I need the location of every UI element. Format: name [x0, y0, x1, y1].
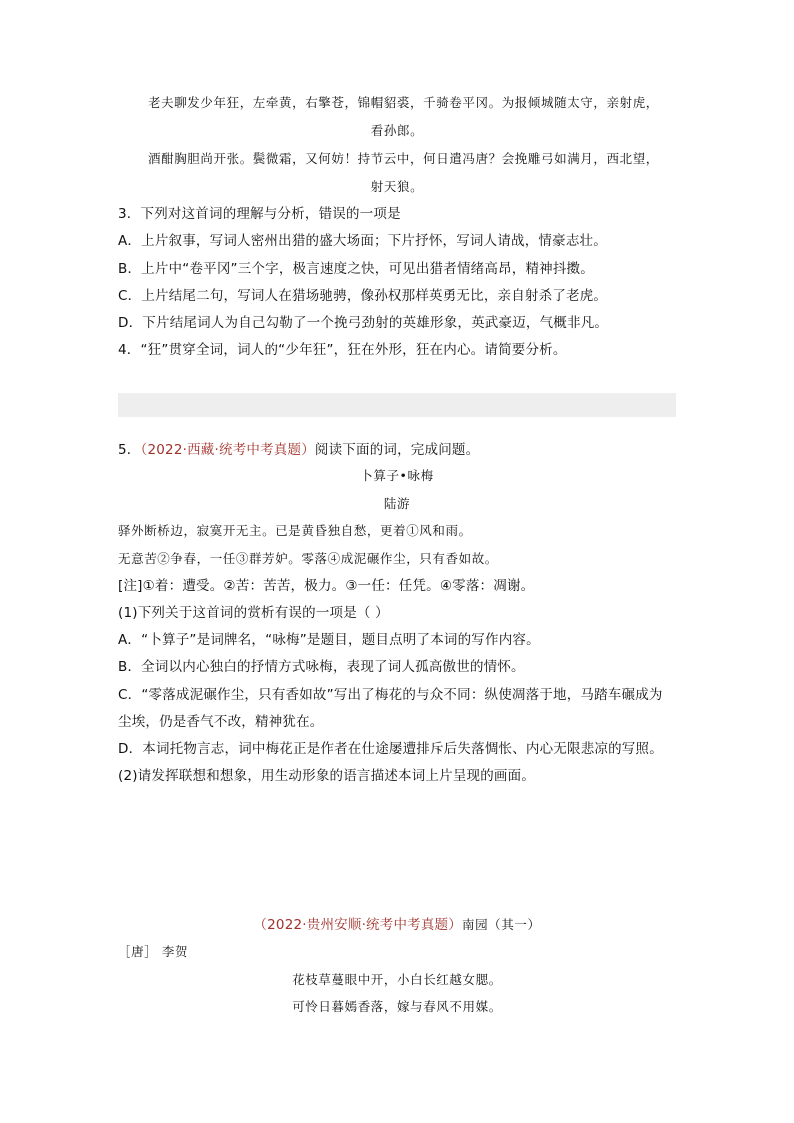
- q5-sub1: (1)下列关于这首词的赏析有误的一项是（ ）: [118, 605, 389, 621]
- q3-stem: 3．下列对这首词的理解与分析，错误的一项是: [118, 206, 401, 222]
- q5-source: （2022·西藏·统考中考真题）: [140, 442, 315, 458]
- q5-option-c-line1: C．“零落成泥碾作尘，只有香如故”写出了梅花的与众不同：纵使凋落于地，马踏车碾成为: [118, 687, 663, 703]
- q5-sub2: (2)请发挥联想和想象，用生动形象的语言描述本词上片呈现的画面。: [118, 768, 536, 784]
- q5-option-d: D．本词托物言志，词中梅花正是作者在仕途屡遭排斥后失落惆怅、内心无限悲凉的写照。: [118, 741, 663, 757]
- q6-source: （2022·贵州安顺·统考中考真题）: [253, 917, 462, 933]
- q6-header: [0, 916, 794, 934]
- q6-author: ［唐］ 李贺: [118, 944, 189, 959]
- q5-option-a: A．“卜算子”是词牌名，“咏梅”是题目，题目点明了本词的写作内容。: [118, 632, 540, 648]
- q5-number: 5．: [118, 442, 141, 458]
- answer-band: [118, 393, 676, 417]
- q3-option-a: A．上片叙事，写词人密州出猎的盛大场面；下片抒怀，写词人请战，情豪志壮。: [118, 233, 607, 249]
- q5-option-b: B．全词以内心独白的抒情方式咏梅，表现了词人孤高傲世的情怀。: [118, 659, 525, 675]
- q6-title: 南园（其一）: [461, 917, 541, 932]
- q5-poem-title: 卜算子•咏梅: [360, 468, 434, 483]
- q6-poem-line2: 可怜日暮嫣香落，嫁与春风不用媒。: [292, 999, 502, 1014]
- q5-poem-author: 陆游: [383, 496, 411, 511]
- q5-poem-line2: 无意苦②争春，一任③群芳妒。零落④成泥碾作尘，只有香如故。: [118, 551, 498, 566]
- poem1-line2a: 酒酣胸胆尚开张。鬓微霜，又何妨！持节云中，何日遣冯唐？会挽雕弓如满月，西北望，: [148, 151, 659, 166]
- q3-option-d: D．下片结尾词人为自己勾勒了一个挽弓劲射的英雄形象，英武豪迈，气概非凡。: [118, 315, 609, 331]
- poem1-line1b: 看孙郎。: [370, 123, 424, 138]
- poem1-line1a: 老夫聊发少年狂，左牵黄，右擎苍，锦帽貂裘，千骑卷平冈。为报倾城随太守，亲射虎，: [148, 95, 659, 110]
- poem1-line2b: 射天狼。: [370, 179, 424, 194]
- q5-option-c-line2: 尘埃，仍是香气不改，精神犹在。: [118, 714, 324, 730]
- q5-poem-line1: 驿外断桥边，寂寞开无主。已是黄昏独自愁，更着①风和雨。: [118, 523, 472, 538]
- q5-note: [注]①着：遭受。②苦：苦苦，极力。③一任：任凭。④零落：凋谢。: [118, 578, 535, 594]
- q5-header: [118, 441, 479, 459]
- q6-poem-line1: 花枝草蔓眼中开，小白长红越女腮。: [292, 972, 502, 987]
- q3-option-c: C．上片结尾二句，写词人在猎场驰骋，像孙权那样英勇无比，亲自射杀了老虎。: [118, 288, 608, 304]
- q3-option-b: B．上片中“卷平冈”三个字，极言速度之快，可见出猎者情绪高昂，精神抖擞。: [118, 261, 594, 277]
- q4-stem: 4．“狂”贯穿全词，词人的“少年狂”，狂在外形，狂在内心。请简要分析。: [118, 342, 567, 358]
- q5-stem: 阅读下面的词，完成问题。: [314, 442, 480, 458]
